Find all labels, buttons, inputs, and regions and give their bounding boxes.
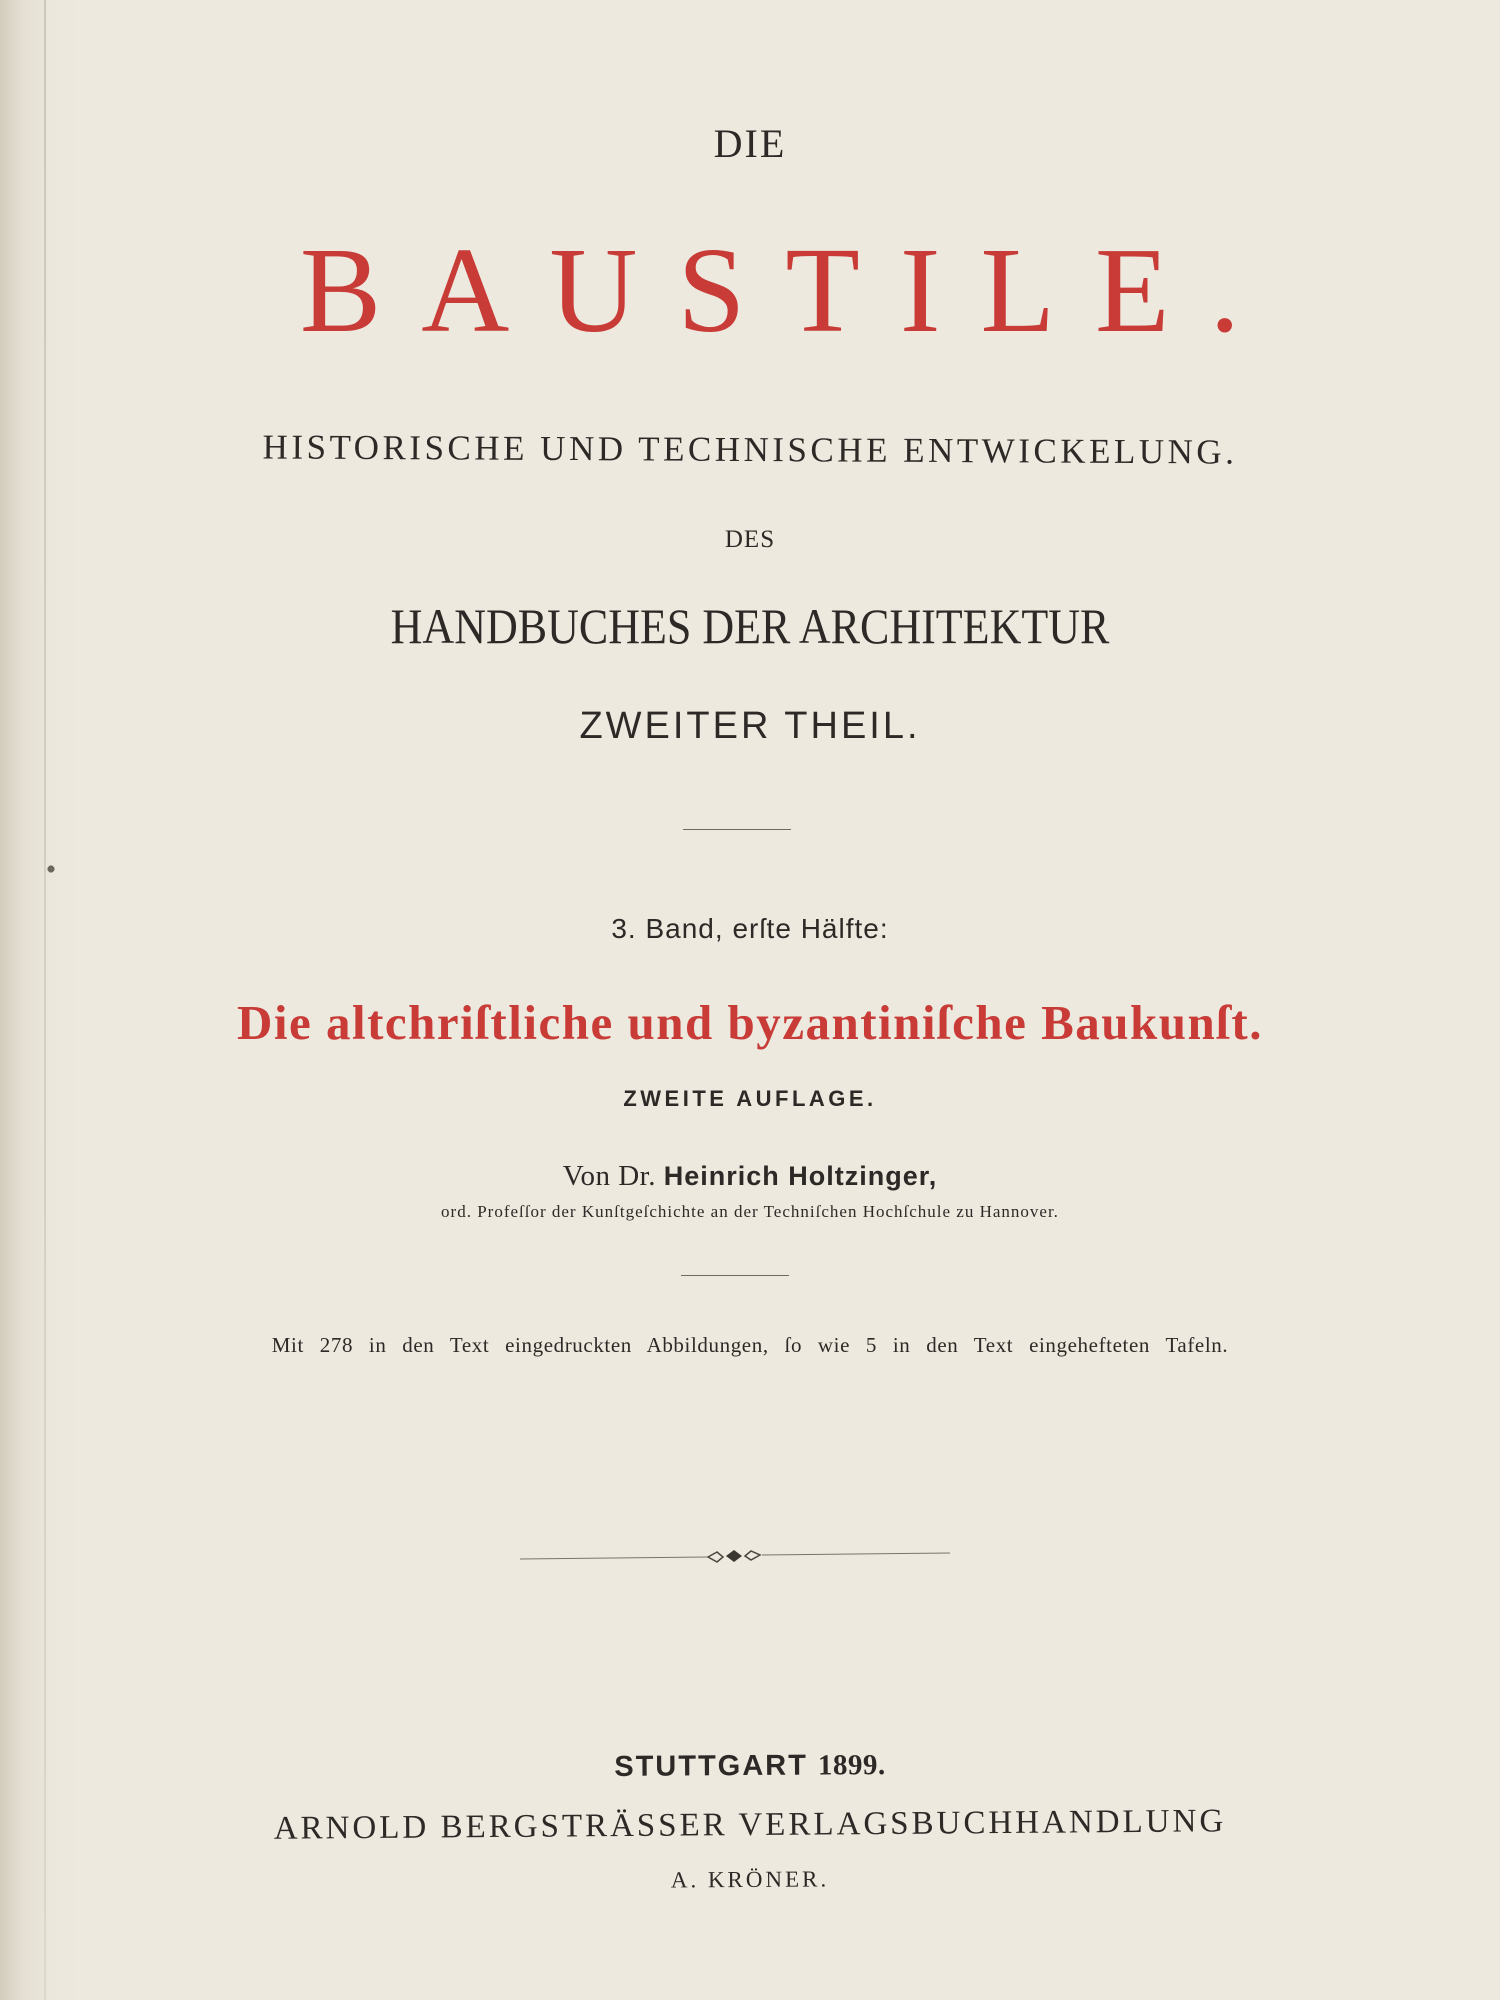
imprint-place-year — [0, 1745, 1500, 1788]
publisher: ARNOLD BERGSTRÄSSER VERLAGSBUCHHANDLUNG — [273, 1803, 1227, 1847]
illustrations-note: Mit 278 in den Text eingedruckten Abbildungen, ſo wie 5 in den Text eingehefteten Tafeln. — [271, 1333, 1229, 1357]
author-line — [0, 1160, 1500, 1193]
part-label: ZWEITER THEIL. — [579, 705, 921, 747]
volume-label: 3. Band, erſte Hälfte: — [611, 913, 889, 944]
volume-title: Die altchriſtliche und byzantiniſche Baukunſt. — [237, 995, 1263, 1050]
imprint-year: 1899. — [817, 1749, 886, 1782]
imprint-place: STUTTGART — [614, 1749, 808, 1783]
divider-rule — [681, 1275, 789, 1276]
subtitle: HISTORISCHE UND TECHNISCHE ENTWICKELUNG. — [262, 427, 1238, 472]
main-title: BAUSTILE. — [299, 223, 1281, 358]
publisher-owner: A. KRÖNER. — [670, 1866, 830, 1893]
binding-stitch-mark — [44, 862, 58, 876]
author-name: Heinrich Holtzinger, — [663, 1161, 938, 1191]
title-article: DIE — [713, 121, 787, 166]
ornament-divider — [520, 1545, 950, 1569]
connector-des: DES — [724, 526, 776, 553]
edition-label: ZWEITE AUFLAGE. — [623, 1086, 877, 1111]
author-prefix: Von Dr. — [562, 1160, 656, 1192]
series-title: HANDBUCHES DER ARCHITEKTUR — [390, 598, 1110, 654]
author-affiliation: ord. Profeſſor der Kunſtgeſchichte an der Techniſchen Hochſchule zu Hannover. — [441, 1202, 1059, 1221]
divider-rule — [683, 829, 791, 830]
